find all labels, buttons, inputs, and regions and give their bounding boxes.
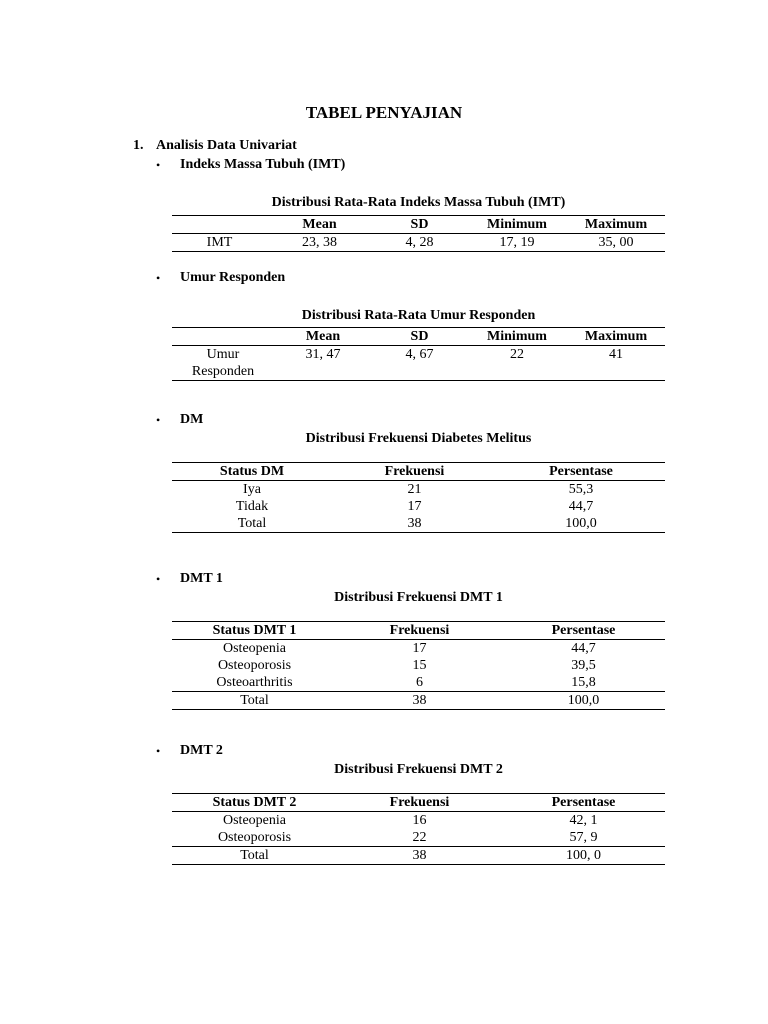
table-cell: 35, 00 [598, 235, 634, 250]
table-cell: Osteoporosis [217, 658, 292, 673]
table-cell: 17 [407, 499, 422, 514]
dm-heading: DM [180, 412, 204, 427]
table-cell: 41 [609, 347, 623, 362]
table-cell: 44,7 [571, 641, 596, 656]
section-number: 1. [133, 138, 144, 153]
table-row [172, 498, 665, 515]
table-header: Minimum [487, 217, 547, 232]
table-header: Status DMT 1 [212, 623, 297, 638]
umur-heading: Umur Responden [180, 270, 286, 285]
table-header: Minimum [487, 329, 547, 344]
table-header: Persentase [551, 795, 616, 810]
table-cell: 23, 38 [302, 235, 337, 250]
table-cell: Tidak [235, 499, 269, 514]
dmt1-table [172, 621, 665, 710]
page-title: TABEL PENYAJIAN [305, 103, 463, 122]
table-cell: 22 [510, 347, 524, 362]
table-cell: 38 [407, 516, 422, 531]
row-label-line: Responden [191, 364, 255, 379]
table-cell: 44,7 [568, 499, 594, 514]
table-row [172, 234, 665, 252]
table-cell: Total [240, 848, 269, 863]
table-header: Persentase [551, 623, 616, 638]
bullet-icon: • [156, 271, 161, 285]
table-cell: IMT [206, 235, 233, 250]
table-header: SD [410, 329, 429, 344]
imt-heading: Indeks Massa Tubuh (IMT) [180, 157, 346, 172]
imt-caption: Distribusi Rata-Rata Indeks Massa Tubuh (IMT) [271, 195, 566, 210]
table-row [172, 346, 665, 381]
table-row [172, 481, 665, 499]
table-cell: 4, 28 [405, 235, 434, 250]
table-header: Mean [302, 217, 337, 232]
table-header: Maximum [584, 329, 648, 344]
table-cell: 100,0 [565, 516, 597, 531]
bullet-icon: • [156, 572, 161, 586]
table-row [172, 515, 665, 533]
table-cell: Total [237, 516, 267, 531]
table-header-row [172, 622, 665, 640]
table-cell: 17, 19 [499, 235, 535, 250]
imt-table [172, 215, 665, 252]
table-row [172, 657, 665, 674]
table-cell: 100, 0 [566, 848, 601, 863]
table-header [172, 328, 274, 346]
table-header-row [172, 216, 665, 234]
table-header: Frekuensi [389, 795, 450, 810]
table-cell: 22 [412, 830, 427, 845]
section-label: Analisis Data Univariat [156, 138, 297, 153]
table-row [172, 829, 665, 847]
table-cell: 21 [407, 482, 422, 497]
table-cell: 17 [412, 641, 427, 656]
table-header [172, 216, 267, 234]
table-row [172, 640, 665, 658]
table-cell: 38 [412, 848, 427, 863]
bullet-icon: • [156, 413, 161, 427]
table-cell: Osteoporosis [217, 830, 292, 845]
bullet-icon: • [156, 744, 161, 758]
table-cell: Osteopenia [223, 813, 286, 828]
table-row [172, 847, 665, 865]
table-cell: 42, 1 [569, 813, 598, 828]
dm-caption: Distribusi Frekuensi Diabetes Melitus [305, 431, 532, 446]
table-cell: 38 [412, 693, 427, 708]
table-cell: 100,0 [567, 693, 600, 708]
table-cell: 39,5 [571, 658, 596, 673]
table-cell: 15 [412, 658, 427, 673]
table-cell: 6 [416, 675, 423, 690]
table-cell: 31, 47 [305, 347, 341, 362]
table-cell: 15,8 [571, 675, 596, 690]
row-label-line: Umur [206, 347, 240, 362]
table-header: Frekuensi [384, 464, 445, 479]
table-cell: 57, 9 [569, 830, 598, 845]
umur-caption: Distribusi Rata-Rata Umur Responden [301, 308, 536, 323]
table-header-row [172, 463, 665, 481]
table-header: Status DMT 2 [212, 795, 297, 810]
table-cell [172, 346, 274, 381]
table-row [172, 692, 665, 710]
table-cell: Osteoarthritis [216, 675, 293, 690]
dmt2-caption: Distribusi Frekuensi DMT 2 [334, 762, 503, 777]
table-cell: Total [240, 693, 269, 708]
table-header: Persentase [549, 464, 613, 479]
table-header-row [172, 794, 665, 812]
dm-table [172, 462, 665, 533]
table-row [172, 674, 665, 692]
table-header: Status DM [219, 464, 285, 479]
table-header: Maximum [584, 217, 648, 232]
dmt2-heading: DMT 2 [180, 743, 223, 758]
table-row [172, 812, 665, 830]
table-header: SD [410, 217, 429, 232]
table-cell: Osteopenia [223, 641, 286, 656]
table-cell: 16 [412, 813, 427, 828]
bullet-icon: • [156, 158, 161, 172]
table-header: Mean [305, 329, 341, 344]
table-header-row [172, 328, 665, 346]
dmt2-table [172, 793, 665, 865]
dmt1-heading: DMT 1 [180, 571, 223, 586]
table-cell: Iya [243, 482, 261, 497]
umur-table [172, 327, 665, 381]
table-cell: 4, 67 [405, 347, 434, 362]
dmt1-caption: Distribusi Frekuensi DMT 1 [334, 590, 503, 605]
table-cell: 55,3 [568, 482, 594, 497]
table-header: Frekuensi [389, 623, 450, 638]
